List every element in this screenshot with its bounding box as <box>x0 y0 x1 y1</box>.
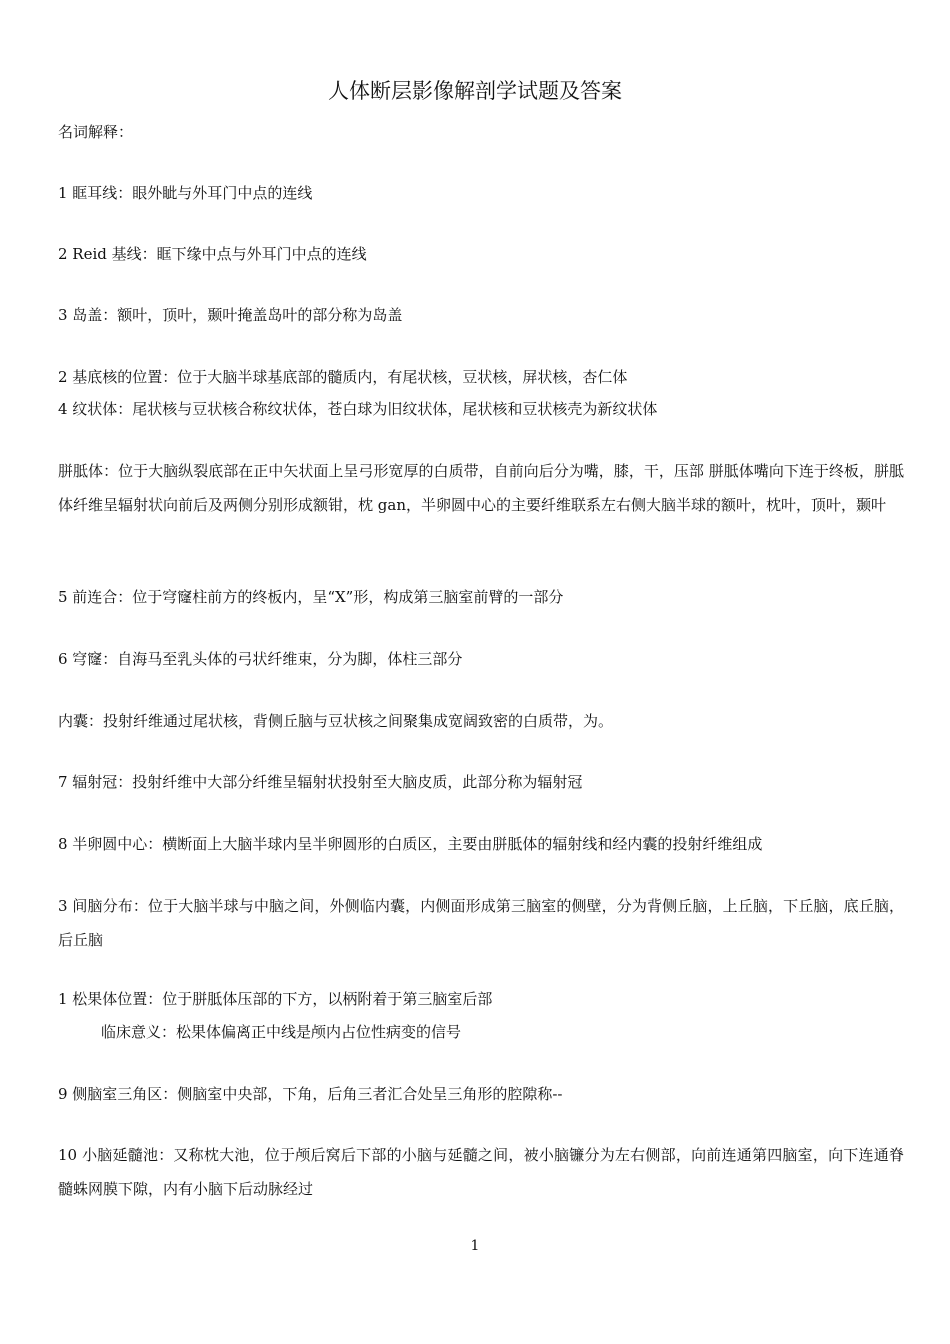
entry-corpus-striatum: 4 纹状体：尾状核与豆状核合称纹状体，苍白球为旧纹状体，尾状核和豆状核壳为新纹状体 <box>58 400 658 418</box>
entry-cisterna-magna: 10 小脑延髓池：又称枕大池，位于颅后窝后下部的小脑与延髓之间，被小脑镰分为左右侧部，向前连通第四脑室，向下连通脊髓蛛网膜下隙，内有小脑下后动脉经过 <box>58 1146 904 1198</box>
entry-centrum-semiovale: 8 半卵圆中心：横断面上大脑半球内呈半卵圆形的白质区，主要由胼胝体的辐射线和经内囊的投射纤维组成 <box>58 835 763 853</box>
entry-pineal-clinical-significance: 临床意义：松果体偏离正中线是颅内占位性病变的信号 <box>101 1023 462 1041</box>
entry-fornix: 6 穹窿：自海马至乳头体的弓状纤维束，分为脚，体柱三部分 <box>58 650 463 668</box>
entry-reid-baseline: 2 Reid 基线：眶下缘中点与外耳门中点的连线 <box>58 245 367 263</box>
entry-diencephalon: 3 间脑分布：位于大脑半球与中脑之间，外侧临内囊，内侧面形成第三脑室的侧壁，分为背侧丘脑，上丘脑，下丘脑，底丘脑，后丘脑 <box>58 897 904 949</box>
page-number: 1 <box>470 1238 480 1254</box>
entry-operculum: 3 岛盖：额叶，顶叶，颞叶掩盖岛叶的部分称为岛盖 <box>58 306 403 324</box>
entry-corpus-callosum: 胼胝体：位于大脑纵裂底部在正中矢状面上呈弓形宽厚的白质带，自前向后分为嘴，膝，干，压部 胼胝体嘴向下连于终板，胼胝体纤维呈辐射状向前后及两侧分别形成额钳，枕 gan，半卵圆中心的主要纤维联系左右侧大脑半球的额叶，枕叶，顶叶，颞叶 <box>58 462 904 514</box>
entry-corona-radiata: 7 辐射冠：投射纤维中大部分纤维呈辐射状投射至大脑皮质，此部分称为辐射冠 <box>58 773 583 791</box>
entry-canthomeatal-line: 1 眶耳线：眼外眦与外耳门中点的连线 <box>58 184 313 202</box>
entry-pineal-body: 1 松果体位置：位于胼胝体压部的下方，以柄附着于第三脑室后部 <box>58 990 493 1008</box>
entry-basal-nuclei: 2 基底核的位置：位于大脑半球基底部的髓质内，有尾状核，豆状核，屏状核，杏仁体 <box>58 368 628 386</box>
document-title: 人体断层影像解剖学试题及答案 <box>328 79 622 103</box>
section-heading: 名词解释： <box>58 123 134 141</box>
entry-anterior-commissure: 5 前连合：位于穹窿柱前方的终板内，呈“X”形，构成第三脑室前臂的一部分 <box>58 588 564 606</box>
entry-internal-capsule: 内囊：投射纤维通过尾状核，背侧丘脑与豆状核之间聚集成宽阔致密的白质带，为。 <box>58 712 614 730</box>
entry-trigone: 9 侧脑室三角区：侧脑室中央部，下角，后角三者汇合处呈三角形的腔隙称-- <box>58 1085 563 1103</box>
